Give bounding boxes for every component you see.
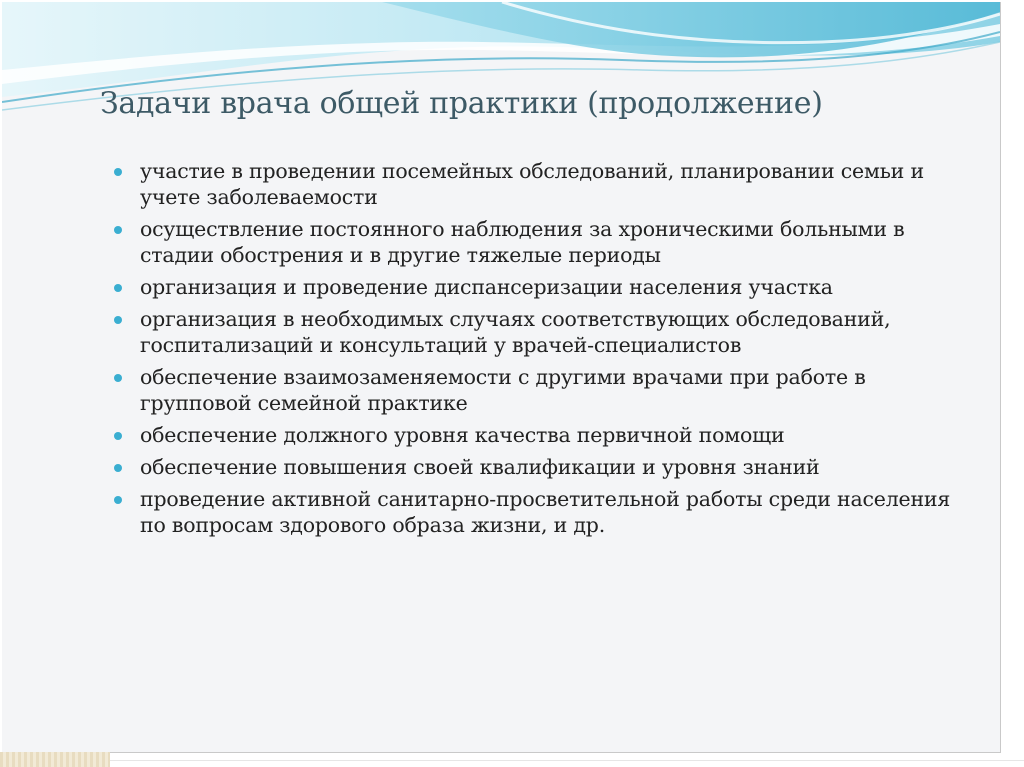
slide-title: Задачи врача общей практики (продолжение)	[100, 86, 823, 121]
list-item	[112, 422, 952, 448]
list-item-text: проведение активной санитарно-просветительной работы среди населения по вопросам здорового образа жизни, и др.	[140, 487, 951, 537]
bullet-icon	[114, 226, 122, 234]
list-item-text: организация и проведение диспансеризации населения участка	[140, 275, 833, 299]
bullet-icon	[114, 374, 122, 382]
list-item-text: обеспечение повышения своей квалификации и уровня знаний	[140, 455, 820, 479]
bottom-divider	[0, 760, 1024, 761]
list-item	[112, 486, 952, 538]
list-item	[112, 274, 952, 300]
bullet-icon	[114, 316, 122, 324]
list-item	[112, 454, 952, 480]
list-item	[112, 216, 952, 268]
bullet-icon	[114, 464, 122, 472]
list-item-text: участие в проведении посемейных обследований, планировании семьи и учете заболеваемости	[140, 159, 924, 209]
bullet-icon	[114, 496, 122, 504]
bullet-icon	[114, 168, 122, 176]
list-item-text: осуществление постоянного наблюдения за хроническими больными в стадии обострения и в другие тяжелые периоды	[140, 217, 905, 267]
bottom-decoration-strip	[0, 752, 110, 767]
list-item	[112, 364, 952, 416]
list-item	[112, 306, 952, 358]
list-item-text: обеспечение взаимозаменяемости с другими врачами при работе в групповой семейной практике	[140, 365, 866, 415]
bullet-list	[112, 158, 952, 544]
bullet-icon	[114, 432, 122, 440]
bullet-icon	[114, 284, 122, 292]
list-item	[112, 158, 952, 210]
slide	[2, 2, 1001, 753]
list-item-text: организация в необходимых случаях соответствующих обследований, госпитализаций и консультаций у врачей-специалистов	[140, 307, 891, 357]
list-item-text: обеспечение должного уровня качества первичной помощи	[140, 423, 785, 447]
